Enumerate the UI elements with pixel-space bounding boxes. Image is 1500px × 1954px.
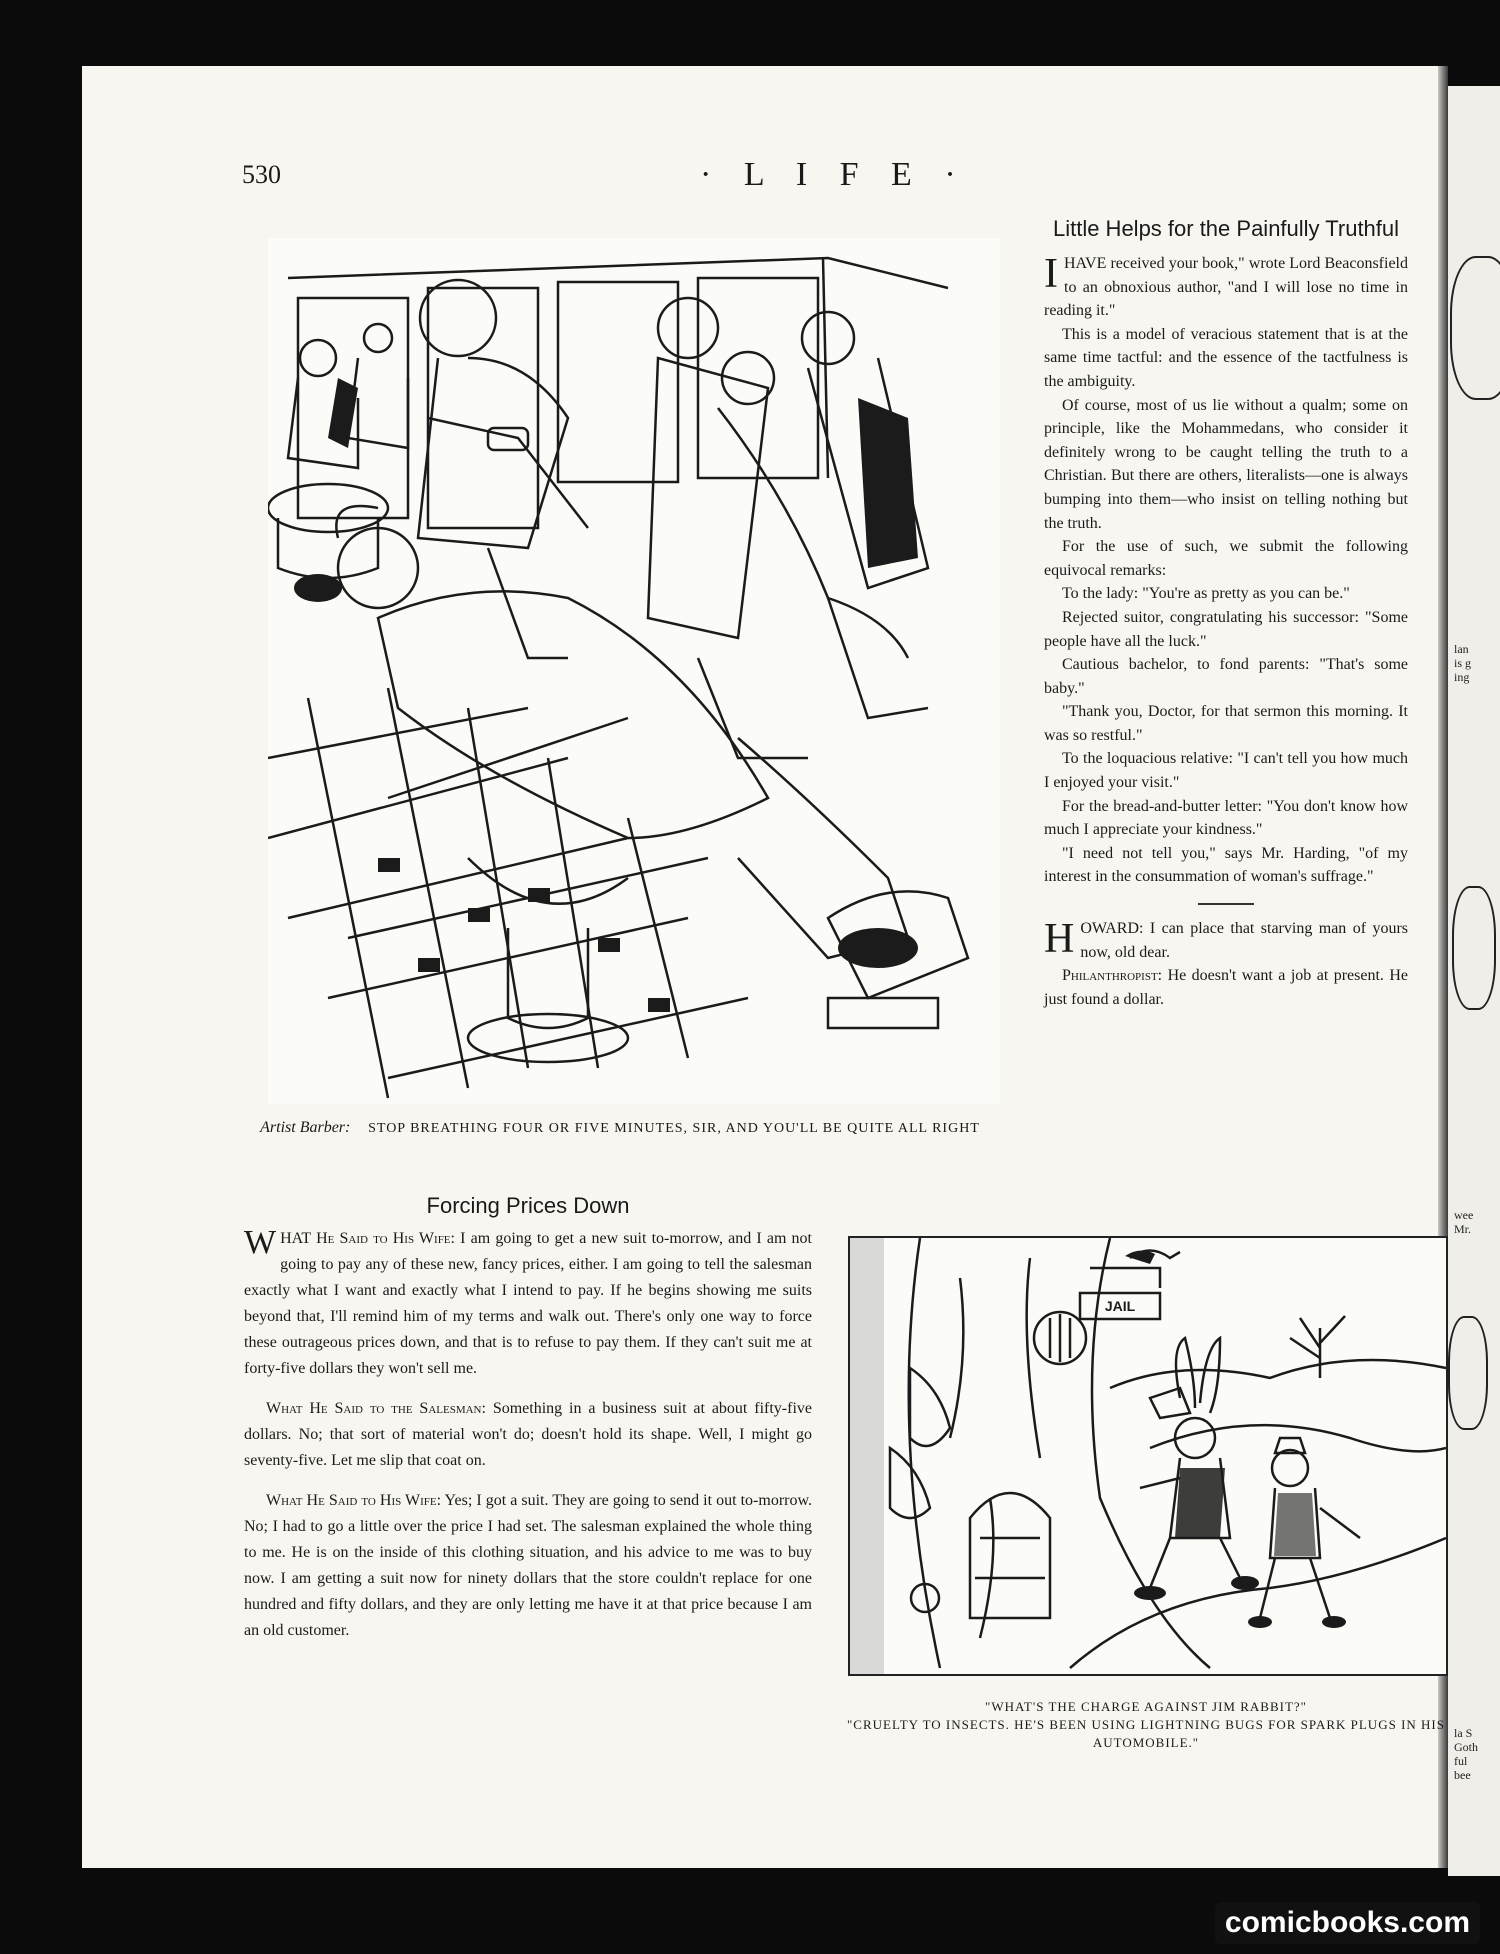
- dialogue-line: HOWARD: I can place that starving man of yours now, old dear.: [1044, 916, 1408, 963]
- article-paragraph: "I need not tell you," says Mr. Harding, "of my interest in the consummation of woman's suffrage.": [1044, 844, 1408, 886]
- neighbor-text-fragment: wee Mr.: [1454, 1208, 1474, 1236]
- barber-shop-cartoon: [268, 238, 1000, 1104]
- section-divider: [1198, 903, 1254, 905]
- article-paragraph: To the lady: "You're as pretty as you can be.": [1062, 585, 1350, 603]
- article-forcing-prices-down: [244, 1192, 812, 1658]
- article-paragraph: What He Said to His Wife: Yes; I got a suit. They are going to send it out to-morrow. No; I had to go a little over the price I had set. The salesman explained the whole thing to me. He is on the inside of this clothing situation, and his advice to me was to buy now. I am getting a suit now for ninety dollars that the store couldn't replace for one hundred and fifty dollars, and they are only letting me have it at that price because I am an old customer.: [244, 1492, 813, 1639]
- article-painfully-truthful: [1044, 216, 1408, 1011]
- cartoon-1-caption: [250, 1118, 990, 1139]
- neighbor-text-fragment: la S Goth ful bee: [1454, 1726, 1478, 1782]
- caption-line: "CRUELTY TO INSECTS. HE'S BEEN USING LIGHTNING BUGS FOR SPARK PLUGS IN HIS AUTOMOBILE.": [847, 1717, 1445, 1750]
- caption-speaker: Artist Barber:: [260, 1119, 351, 1136]
- article-paragraph: This is a model of veracious statement that is at the same time tactful: and the essence of the tactfulness is the ambiguity.: [1044, 325, 1408, 390]
- jail-sign-text: JAIL: [1104, 1298, 1136, 1314]
- article-paragraph: "Thank you, Doctor, for that sermon this morning. It was so restful.": [1044, 703, 1408, 744]
- caption-line: "WHAT'S THE CHARGE AGAINST JIM RABBIT?": [985, 1699, 1307, 1714]
- caption-text: STOP BREATHING FOUR OR FIVE MINUTES, SIR, AND YOU'LL BE QUITE ALL RIGHT: [368, 1121, 980, 1136]
- rabbit-jail-illustration: [850, 1238, 1446, 1674]
- article-title: Little Helps for the Painfully Truthful: [1052, 216, 1400, 241]
- article-paragraph: For the bread-and-butter letter: "You don't know how much I appreciate your kindness.": [1044, 797, 1408, 839]
- barber-shop-illustration: [268, 238, 1000, 1104]
- drop-cap: W: [244, 1224, 277, 1261]
- article-paragraph: IHAVE received your book," wrote Lord Beaconsfield to an obnoxious author, "and I will lose no time in reading it.": [1044, 251, 1408, 320]
- neighbor-page-edge: [1448, 86, 1500, 1876]
- article-paragraph: What He Said to the Salesman: Something in a business suit at about fifty-five dollars. No; that sort of material won't do; doesn't hold its shape. Well, I might go seventy-five. Let me slip that coat on.: [244, 1400, 812, 1469]
- masthead-title: · L I F E ·: [700, 156, 968, 193]
- drop-cap: H: [1044, 916, 1075, 963]
- article-paragraph: Cautious bachelor, to fond parents: "That's some baby.": [1044, 656, 1408, 697]
- neighbor-drawing-fragment: [1452, 886, 1496, 1010]
- article-paragraph: WHAT He Said to His Wife: I am going to get a new suit to-morrow, and I am not going to pay any of these new, fancy prices, either. I am going to tell the salesman exactly what I want and exactly what I intend to pay. If he begins showing me suits beyond that, I'll remind him of my terms and walk out. There's only one way to force these outrageous prices down, and that is to refuse to pay them. If they can't suit me at forty-five dollars they won't sell me.: [244, 1224, 813, 1377]
- rabbit-jail-cartoon: [848, 1236, 1448, 1676]
- drop-cap: I: [1044, 251, 1058, 297]
- site-watermark: comicbooks.com: [1215, 1902, 1480, 1944]
- article-paragraph: For the use of such, we submit the following equivocal remarks:: [1044, 538, 1408, 579]
- cartoon-2-caption: [840, 1698, 1452, 1752]
- article-paragraph: To the loquacious relative: "I can't tell you how much I enjoyed your visit.": [1044, 750, 1408, 792]
- neighbor-drawing-fragment: [1448, 1316, 1488, 1430]
- article-paragraph: Of course, most of us lie without a qualm; some on principle, like the Mohammedans, who consider it definitely wrong to be caught telling the truth to a Christian. But there are others, literalists—one is always bumping into them—who insist on telling nothing but the truth.: [1044, 396, 1408, 532]
- article-title: Forcing Prices Down: [426, 1193, 630, 1218]
- neighbor-text-fragment: lan is g ing: [1454, 642, 1472, 684]
- neighbor-drawing-fragment: [1450, 256, 1500, 400]
- article-paragraph: Rejected suitor, congratulating his successor: "Some people have all the luck.": [1044, 608, 1408, 650]
- page-number: 530: [242, 160, 281, 189]
- dialogue-line: Philanthropist: He doesn't want a job at present. He just found a dollar.: [1044, 967, 1408, 1008]
